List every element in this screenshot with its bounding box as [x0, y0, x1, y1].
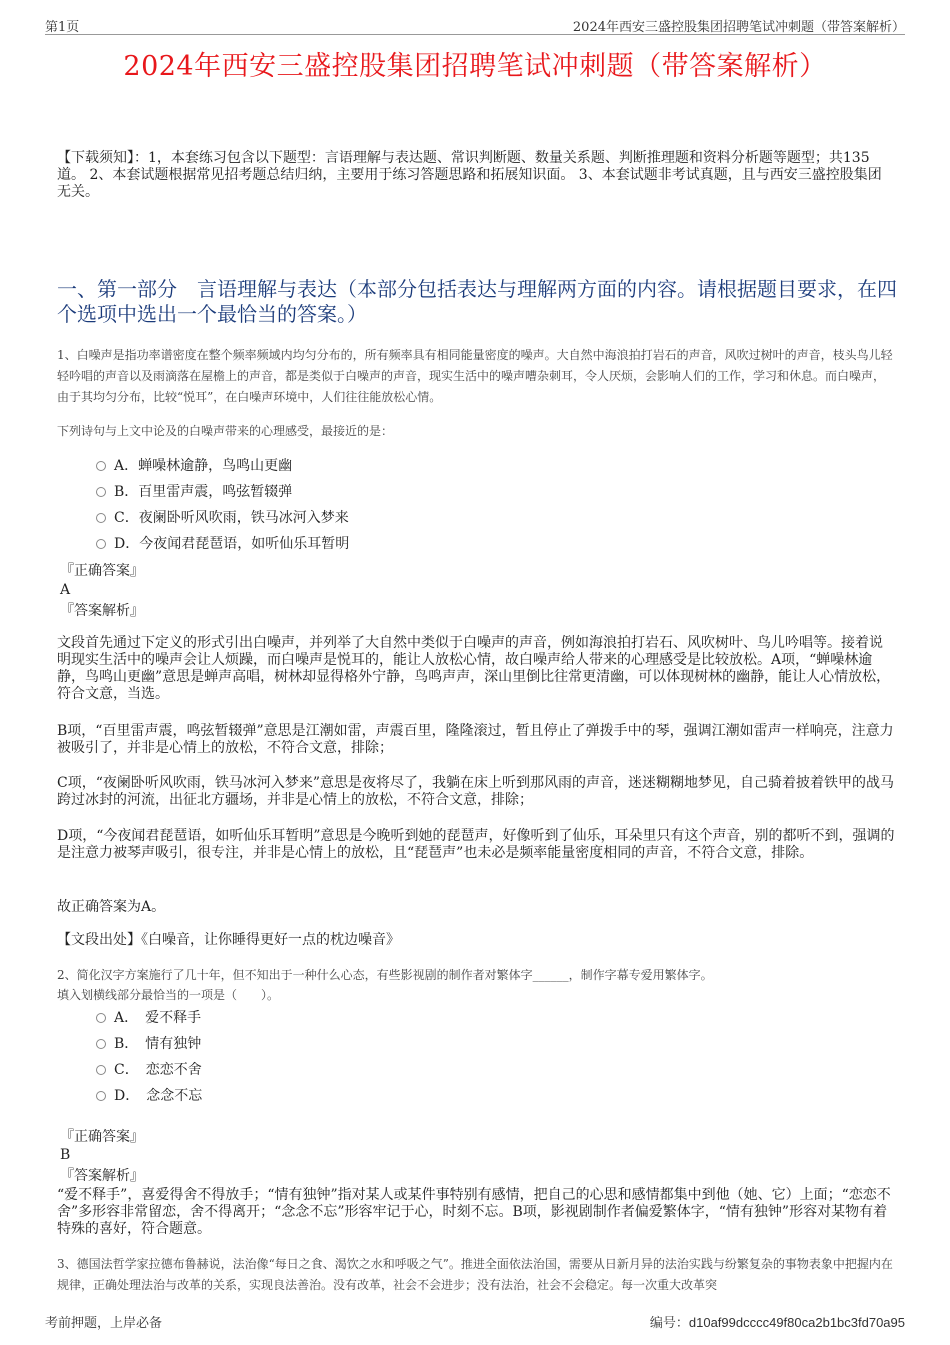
- option-label: C． 恋恋不舍: [114, 1062, 202, 1078]
- radio-icon[interactable]: [96, 461, 106, 471]
- radio-icon[interactable]: [96, 1065, 106, 1075]
- q2-answer: B: [60, 1147, 71, 1163]
- section-heading: 一、第一部分 言语理解与表达（本部分包括表达与理解两方面的内容。请根据题目要求，在四个选项中选出一个最恰当的答案。）: [57, 277, 897, 326]
- q1-conclusion: 故正确答案为A。: [57, 899, 166, 915]
- q1-source: 【文段出处】《白噪音，让你睡得更好一点的枕边噪音》: [57, 932, 400, 948]
- q1-answer: A: [60, 582, 71, 598]
- radio-icon[interactable]: [96, 1013, 106, 1023]
- q2-analysis: “爱不释手”，喜爱得舍不得放手；“情有独钟”指对某人或某件事特别有感情，把自己的心思和感情都集中到他（她、它）上面；“恋恋不舍”多形容非常留恋，舍不得离开；“念念不忘”形容牢记于心，时刻不忘。B项，影视剧制作者偏爱繁体字，“情有独钟”形容对某物有着特殊的喜好，符合题意。: [57, 1187, 891, 1237]
- q1-analysis-para: 文段首先通过下定义的形式引出白噪声，并列举了大自然中类似于白噪声的声音，例如海浪拍打岩石、风吹树叶、鸟儿吟唱等。接着说明现实生活中的噪声会让人烦躁，而白噪声是悦耳的，能让人放松心情，故白噪声给人带来的心理感受是比较放松。A项，“蝉噪林逾静，鸟鸣山更幽”意思是蝉声高唱，树林却显得格外宁静，鸟鸣声声，深山里倒比往常更清幽，可以体现树林的幽静，能让人心情放松，符合文意，当选。: [57, 635, 891, 702]
- q1-option-b[interactable]: [96, 483, 292, 501]
- option-label: C．夜阑卧听风吹雨，铁马冰河入梦来: [114, 510, 349, 526]
- footer-slogan: 考前押题，上岸必备: [45, 1316, 163, 1331]
- q1-correct-label: 『正确答案』: [60, 563, 144, 579]
- q2-option-d[interactable]: [96, 1087, 202, 1105]
- q1-option-a[interactable]: [96, 457, 292, 475]
- option-label: D．今夜闻君琵琶语，如听仙乐耳暂明: [114, 536, 350, 552]
- q2-option-b[interactable]: [96, 1035, 201, 1053]
- q2-analysis-label: 『答案解析』: [60, 1168, 144, 1184]
- q2-prompt: 填入划横线部分最恰当的一项是（ ）。: [57, 988, 280, 1002]
- document-title: 2024年西安三盛控股集团招聘笔试冲刺题（带答案解析）: [123, 51, 827, 82]
- q1-analysis-para: D项，“今夜闻君琵琶语，如听仙乐耳暂明”意思是今晚听到她的琵琶声，好像听到了仙乐，耳朵里只有这个声音，别的都听不到，强调的是注意力被琴声吸引，很专注，并非是心情上的放松，且“琵琶声”也未必是频率能量密度相同的声音，不符合文意，排除。: [57, 828, 895, 861]
- q2-stem: 2、简化汉字方案施行了几十年，但不知出于一种什么心态，有些影视剧的制作者对繁体字______，制作字幕专爱用繁体字。: [57, 968, 713, 982]
- footer-code-label: 编号：: [649, 1316, 689, 1331]
- q1-analysis-para: C项，“夜阑卧听风吹雨，铁马冰河入梦来”意思是夜将尽了，我躺在床上听到那风雨的声音，迷迷糊糊地梦见，自己骑着披着铁甲的战马跨过冰封的河流，出征北方疆场，并非是心情上的放松，不符合文意，排除；: [57, 775, 895, 808]
- radio-icon[interactable]: [96, 1091, 106, 1101]
- option-label: A． 爱不释手: [114, 1010, 202, 1026]
- q2-correct-label: 『正确答案』: [60, 1129, 144, 1145]
- q2-option-c[interactable]: [96, 1061, 202, 1079]
- header-doc-title: 2024年西安三盛控股集团招聘笔试冲刺题（带答案解析）: [572, 20, 905, 35]
- page-number: 第1页: [45, 20, 80, 35]
- q1-stem: 1、白噪声是指功率谱密度在整个频率频域内均匀分布的，所有频率具有相同能量密度的噪声。大自然中海浪拍打岩石的声音，风吹过树叶的声音，枝头鸟儿轻轻吟唱的声音以及雨滴落在屋檐上的声音，都是类似于白噪声的声音，现实生活中的噪声嘈杂刺耳，令人厌烦，会影响人们的工作，学习和休息。而白噪声，由于其均匀分布，比较“悦耳”，在白噪声环境中，人们往往能放松心情。: [57, 348, 893, 404]
- option-label: A．蝉噪林逾静，鸟鸣山更幽: [114, 458, 293, 474]
- q2-option-a[interactable]: [96, 1009, 201, 1027]
- q1-analysis-para: B项，“百里雷声震，鸣弦暂辍弹”意思是江潮如雷，声震百里，隆隆滚过，暂且停止了弹拨手中的琴，强调江潮如雷声一样响亮，注意力被吸引了，并非是心情上的放松，不符合文意，排除；: [57, 723, 894, 756]
- q1-prompt: 下列诗句与上文中论及的白噪声带来的心理感受，最接近的是：: [57, 424, 394, 438]
- page-header: [45, 14, 905, 35]
- radio-icon[interactable]: [96, 487, 106, 497]
- radio-icon[interactable]: [96, 539, 106, 549]
- option-label: B． 情有独钟: [114, 1036, 202, 1052]
- q1-option-d[interactable]: [96, 535, 349, 553]
- download-notice: 【下载须知】：1，本套练习包含以下题型：言语理解与表达题、常识判断题、数量关系题、判断推理题和资料分析题等题型；共135道。 2、本套试题根据常见招考题总结归纳，主要用于练习答题思路和拓展知识面。 3、本套试题非考试真题，且与西安三盛控股集团无关。: [57, 150, 882, 200]
- radio-icon[interactable]: [96, 1039, 106, 1049]
- radio-icon[interactable]: [96, 513, 106, 523]
- footer-code: [650, 1312, 905, 1331]
- q1-analysis-label: 『答案解析』: [60, 603, 144, 619]
- footer-code-value: d10af99dcccc49f80ca2b1bc3fd70a95: [688, 1315, 905, 1330]
- option-label: D． 念念不忘: [114, 1088, 203, 1104]
- q3-stem: 3、德国法哲学家拉德布鲁赫说，法治像“每日之食、渴饮之水和呼吸之气”。推进全面依法治国，需要从日新月异的法治实践与纷繁复杂的事物表象中把握内在规律，正确处理法治与改革的关系，实现良法善治。没有改革，社会不会进步；没有法治，社会不会稳定。每一次重大改革突: [57, 1257, 893, 1292]
- q1-option-c[interactable]: [96, 509, 349, 527]
- option-label: B．百里雷声震，鸣弦暂辍弹: [114, 484, 293, 500]
